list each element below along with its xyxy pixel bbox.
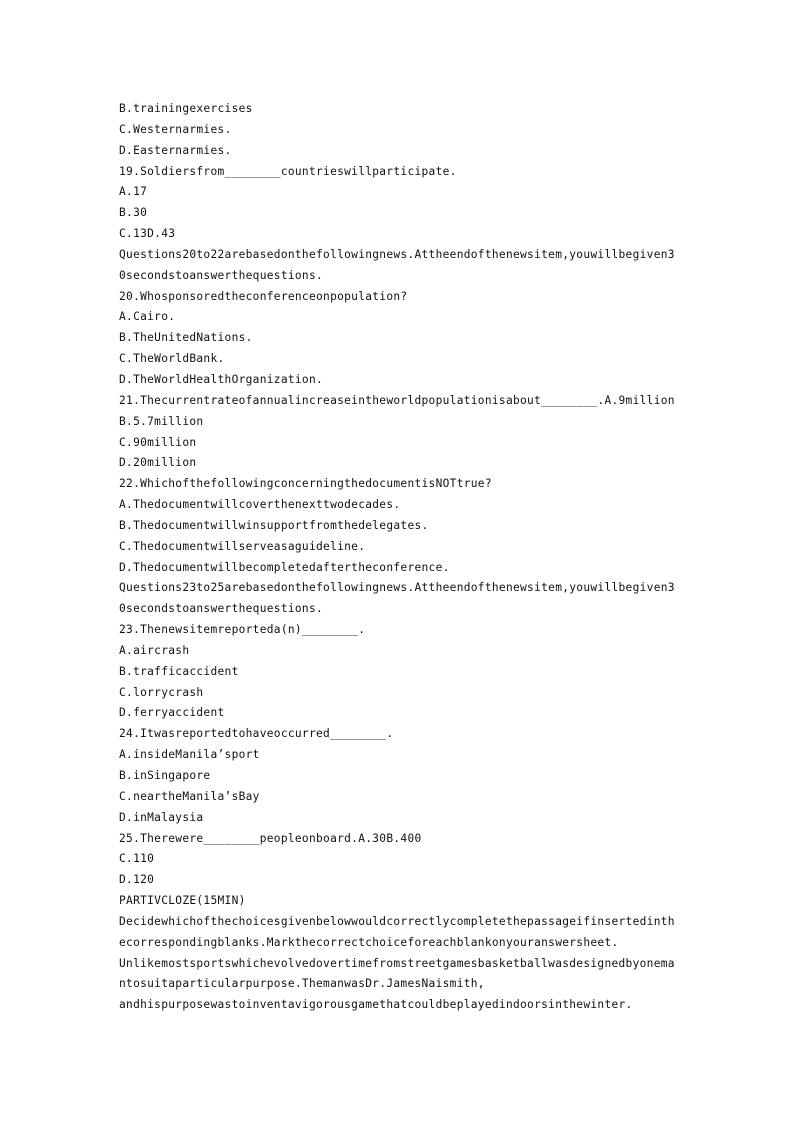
option-line: B.5.7million [119,414,204,428]
option-line: A.insideManila’sport [119,748,260,762]
option-line: B.Thedocumentwillwinsupportfromthedelegates. [119,518,429,532]
option-line: B.inSingapore [119,769,211,782]
option-line: A.aircrash [119,643,190,657]
option-line: D.inMalaysia [119,810,204,824]
instruction-line: 0secondstoanswerthequestions. [119,602,324,616]
option-line: C.neartheManila’sBay [119,789,260,803]
option-line: D.TheWorldHealthOrganization. [119,372,324,386]
option-line: A.17 [119,185,148,199]
question-line: 22.WhichofthefollowingconcerningthedocumentisNOTtrue? [119,477,492,491]
passage-line: ntosuitaparticularpurpose.ThemanwasDr.JamesNaismith, [119,977,485,991]
option-line: C.13D.43 [119,227,176,241]
question-line: 25.Therewere________peopleonboard.A.30B.400 [119,831,422,845]
question-line: 20.Whosponsoredtheconferenceonpopulation? [119,289,408,303]
option-line: C.Thedocumentwillserveasaguideline. [119,539,366,553]
instruction-line: Questions20to22arebasedonthefollowingnews.Attheendofthenewsitem,youwillbegiven3 [119,247,675,261]
question-line: 19.Soldiersfrom________countrieswillparticipate. [119,164,457,178]
section-heading: PARTIVCLOZE(15MIN) [119,894,246,908]
option-line: C.lorrycrash [119,685,204,699]
option-line: B.trafficaccident [119,664,239,678]
option-line: A.Thedocumentwillcoverthenexttwodecades. [119,498,401,512]
document-page [119,99,679,1016]
option-line: D.ferryaccident [119,706,225,720]
option-line: C.Westernarmies. [119,122,232,136]
option-line: C.110 [119,852,155,866]
passage-line: Unlikemostsportswhichevolvedovertimefromstreetgamesbasketballwasdesignedbyonema [119,956,675,970]
option-line: B.30 [119,206,148,220]
option-line: B.TheUnitedNations. [119,331,253,345]
option-line: D.20million [119,456,197,470]
passage-line: andhispurposewastoinventavigorousgamethatcouldbeplayedindoorsinthewinter. [119,998,633,1012]
option-line: D.120 [119,873,155,887]
option-line: C.TheWorldBank. [119,352,225,366]
instruction-line: ecorrespondingblanks.Markthecorrectchoiceforeachblankonyouranswersheet. [119,935,619,949]
option-line: A.Cairo. [119,310,176,324]
instruction-line: 0secondstoanswerthequestions. [119,268,324,282]
instruction-line: Decidewhichofthechoicesgivenbelowwouldcorrectlycompletethepassageifinsertedinth [119,914,675,928]
question-line: 23.Thenewsitemreporteda(n)________. [119,623,366,637]
question-line: 21.Thecurrentrateofannualincreaseintheworldpopulationisabout________.A.9million [119,393,675,407]
option-line: D.Easternarmies. [119,143,232,157]
option-line: B.trainingexercises [119,102,253,115]
question-line: 24.Itwasreportedtohaveoccurred________. [119,727,394,741]
option-line: C.90million [119,435,197,449]
option-line: D.Thedocumentwillbecompletedaftertheconference. [119,560,450,574]
instruction-line: Questions23to25arebasedonthefollowingnews.Attheendofthenewsitem,youwillbegiven3 [119,581,675,595]
